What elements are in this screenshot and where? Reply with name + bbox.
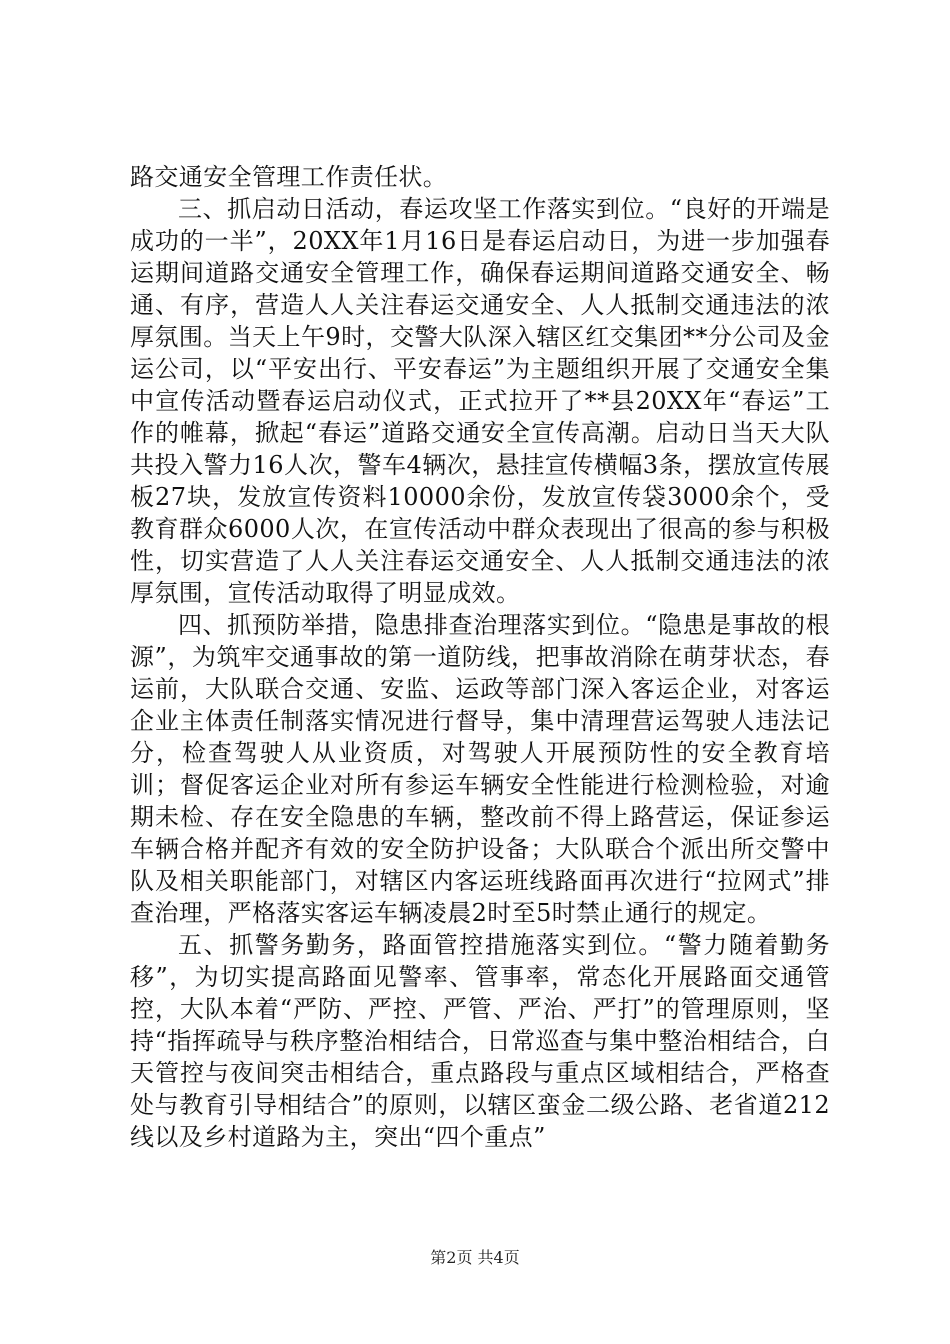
paragraph-section-five: 五、抓警务勤务，路面管控措施落实到位。“警力随着勤务移”，为切实提高路面见警率、管事率，常态化开展路面交通管控，大队本着“严防、严控、严管、严治、严打”的管理原则，坚持“指挥疏导与秩序整治相结合，日常巡查与集中整治相结合，白天管控与夜间突击相结合，重点路段与重点区域相结合，严格查处与教育引导相结合”的原则，以辖区蛮金二级公路、老省道212线以及乡村道路为主，突出“四个重点” — [130, 931, 830, 1151]
paragraph-continuation: 路交通安全管理工作责任状。 — [130, 163, 448, 191]
paragraph-section-three: 三、抓启动日活动，春运攻坚工作落实到位。“良好的开端是成功的一半”，20XX年1月16日是春运启动日，为进一步加强春运期间道路交通安全管理工作，确保春运期间道路交通安全、畅通、有序，营造人人关注春运交通安全、人人抵制交通违法的浓厚氛围。当天上午9时，交警大队深入辖区红交集团**分公司及金运公司，以“平安出行、平安春运”为主题组织开展了交通安全集中宣传活动暨春运启动仪式，正式拉开了**县20XX年“春运”工作的帷幕，掀起“春运”道路交通安全宣传高潮。启动日当天大队共投入警力16人次，警车4辆次，悬挂宣传横幅3条，摆放宣传展板27块，发放宣传资料10000余份，发放宣传袋3000余个，受教育群众6000人次，在宣传活动中群众表现出了很高的参与积极性，切实营造了人人关注春运交通安全、人人抵制交通违法的浓厚氛围，宣传活动取得了明显成效。 — [130, 195, 830, 607]
page-number-footer: 第2页 共4页 — [430, 1248, 520, 1267]
document-body — [130, 161, 830, 1153]
paragraph-section-four: 四、抓预防举措，隐患排查治理落实到位。“隐患是事故的根源”，为筑牢交通事故的第一道防线，把事故消除在萌芽状态，春运前，大队联合交通、安监、运政等部门深入客运企业，对客运企业主体责任制落实情况进行督导，集中清理营运驾驶人违法记分，检查驾驶人从业资质，对驾驶人开展预防性的安全教育培训；督促客运企业对所有参运车辆安全性能进行检测检验，对逾期未检、存在安全隐患的车辆，整改前不得上路营运，保证参运车辆合格并配齐有效的安全防护设备；大队联合个派出所交警中队及相关职能部门，对辖区内客运班线路面再次进行“拉网式”排查治理，严格落实客运车辆凌晨2时至5时禁止通行的规定。 — [130, 611, 830, 927]
